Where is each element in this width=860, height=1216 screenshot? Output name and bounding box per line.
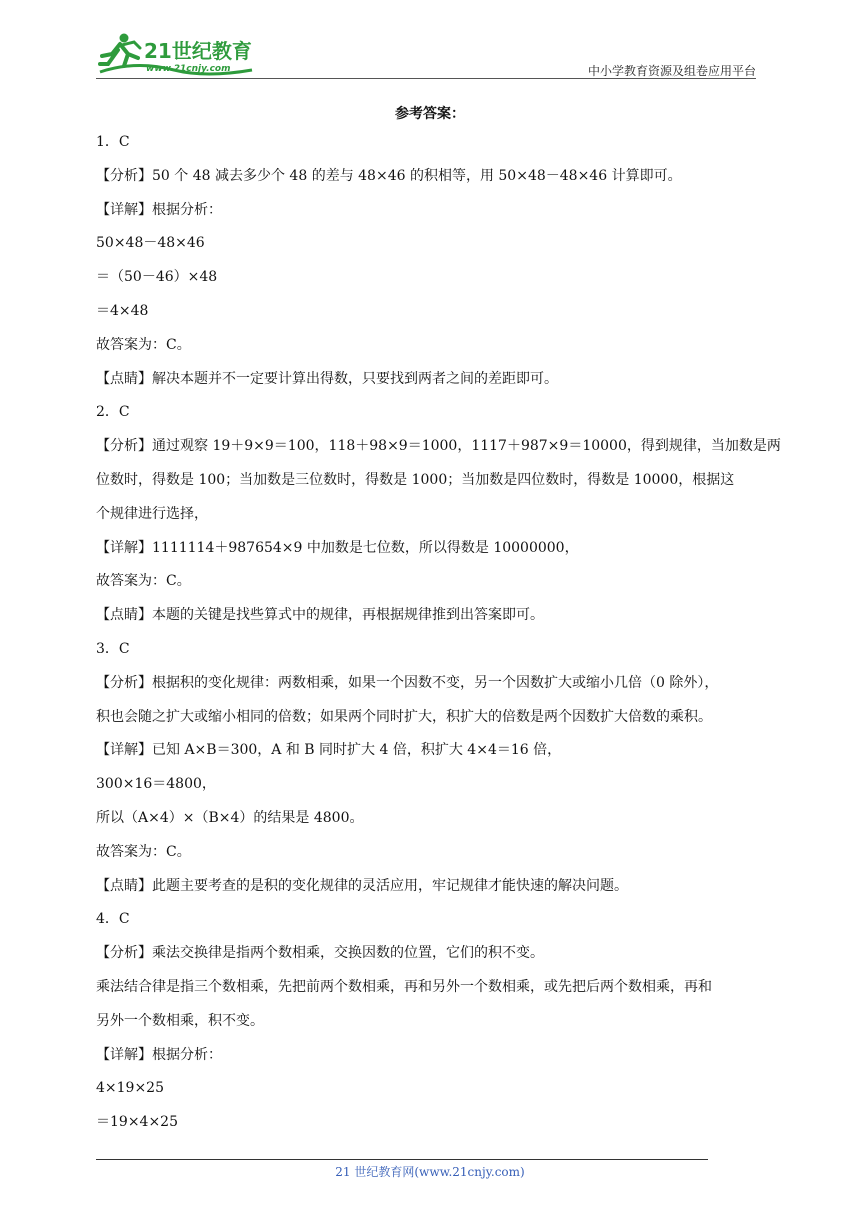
platform-name: 中小学教育资源及组卷应用平台 (587, 64, 756, 78)
text-line: 【分析】根据积的变化规律：两数相乘，如果一个因数不变，另一个因数扩大或缩小几倍（0 除外）， (96, 674, 719, 691)
text-line: 【点睛】此题主要考查的是积的变化规律的灵活应用，牢记规律才能快速的解决问题。 (96, 877, 628, 894)
footer-divider (96, 1159, 708, 1160)
text-line: 个规律进行选择， (96, 505, 208, 522)
svg-text:www.21cnjy.com: www.21cnjy.com (146, 64, 231, 74)
text-line: 【分析】通过观察 19＋9×9＝100，118＋98×9＝1000，1117＋987×9＝10000，得到规律，当加数是两 (96, 438, 781, 455)
text-line: 另外一个数相乘，积不变。 (96, 1012, 264, 1029)
text-line: 【点睛】解决本题并不一定要计算出得数，只要找到两者之间的差距即可。 (96, 370, 558, 387)
header-divider (96, 78, 756, 79)
answer-content (96, 126, 781, 1140)
text-line: 【详解】根据分析： (96, 1046, 222, 1063)
logo (96, 30, 256, 78)
text-line: 积也会随之扩大或缩小相同的倍数；如果两个同时扩大，积扩大的倍数是两个因数扩大倍数的乘积。 (96, 708, 712, 725)
text-line: 故答案为：C。 (96, 843, 191, 860)
text-line: 位数时，得数是 100；当加数是三位数时，得数是 1000；当加数是四位数时，得数是 10000，根据这 (96, 471, 735, 488)
text-line: 乘法结合律是指三个数相乘，先把前两个数相乘，再和另外一个数相乘，或先把后两个数相乘，再和 (96, 978, 712, 995)
text-line: ＝4×48 (96, 302, 149, 319)
text-line: 故答案为：C。 (96, 573, 191, 590)
text-line: 4×19×25 (96, 1080, 164, 1097)
text-line: ＝（50－46）×48 (96, 269, 218, 286)
text-line: 4．C (96, 911, 130, 928)
page-title: 参考答案： (395, 106, 465, 122)
text-line: 【分析】乘法交换律是指两个数相乘，交换因数的位置，它们的积不变。 (96, 945, 544, 962)
text-line: 1．C (96, 134, 130, 150)
svg-text:21世纪教育: 21世纪教育 (144, 39, 252, 63)
text-line: 所以（A×4）×（B×4）的结果是 4800。 (96, 809, 364, 826)
text-line: 3．C (96, 640, 130, 657)
text-line: 【详解】已知 A×B＝300，A 和 B 同时扩大 4 倍，积扩大 4×4＝16 倍， (96, 742, 562, 759)
runner-logo-icon (96, 30, 256, 78)
text-line: 【详解】根据分析： (96, 201, 222, 218)
text-line: 【点睛】本题的关键是找些算式中的规律，再根据规律推到出答案即可。 (96, 607, 544, 624)
footer-link[interactable]: 21 世纪教育网(www.21cnjy.com) (335, 1165, 525, 1179)
text-line: 故答案为：C。 (96, 336, 191, 353)
text-line: 【分析】50 个 48 减去多少个 48 的差与 48×46 的积相等，用 50×48－48×46 计算即可。 (96, 167, 682, 184)
page-header (96, 30, 756, 80)
text-line: 【详解】1111114＋987654×9 中加数是七位数，所以得数是 10000000， (96, 539, 579, 556)
text-line: ＝19×4×25 (96, 1114, 178, 1131)
text-line: 300×16＝4800， (96, 776, 216, 793)
text-line: 2．C (96, 404, 130, 421)
text-line: 50×48－48×46 (96, 235, 205, 252)
